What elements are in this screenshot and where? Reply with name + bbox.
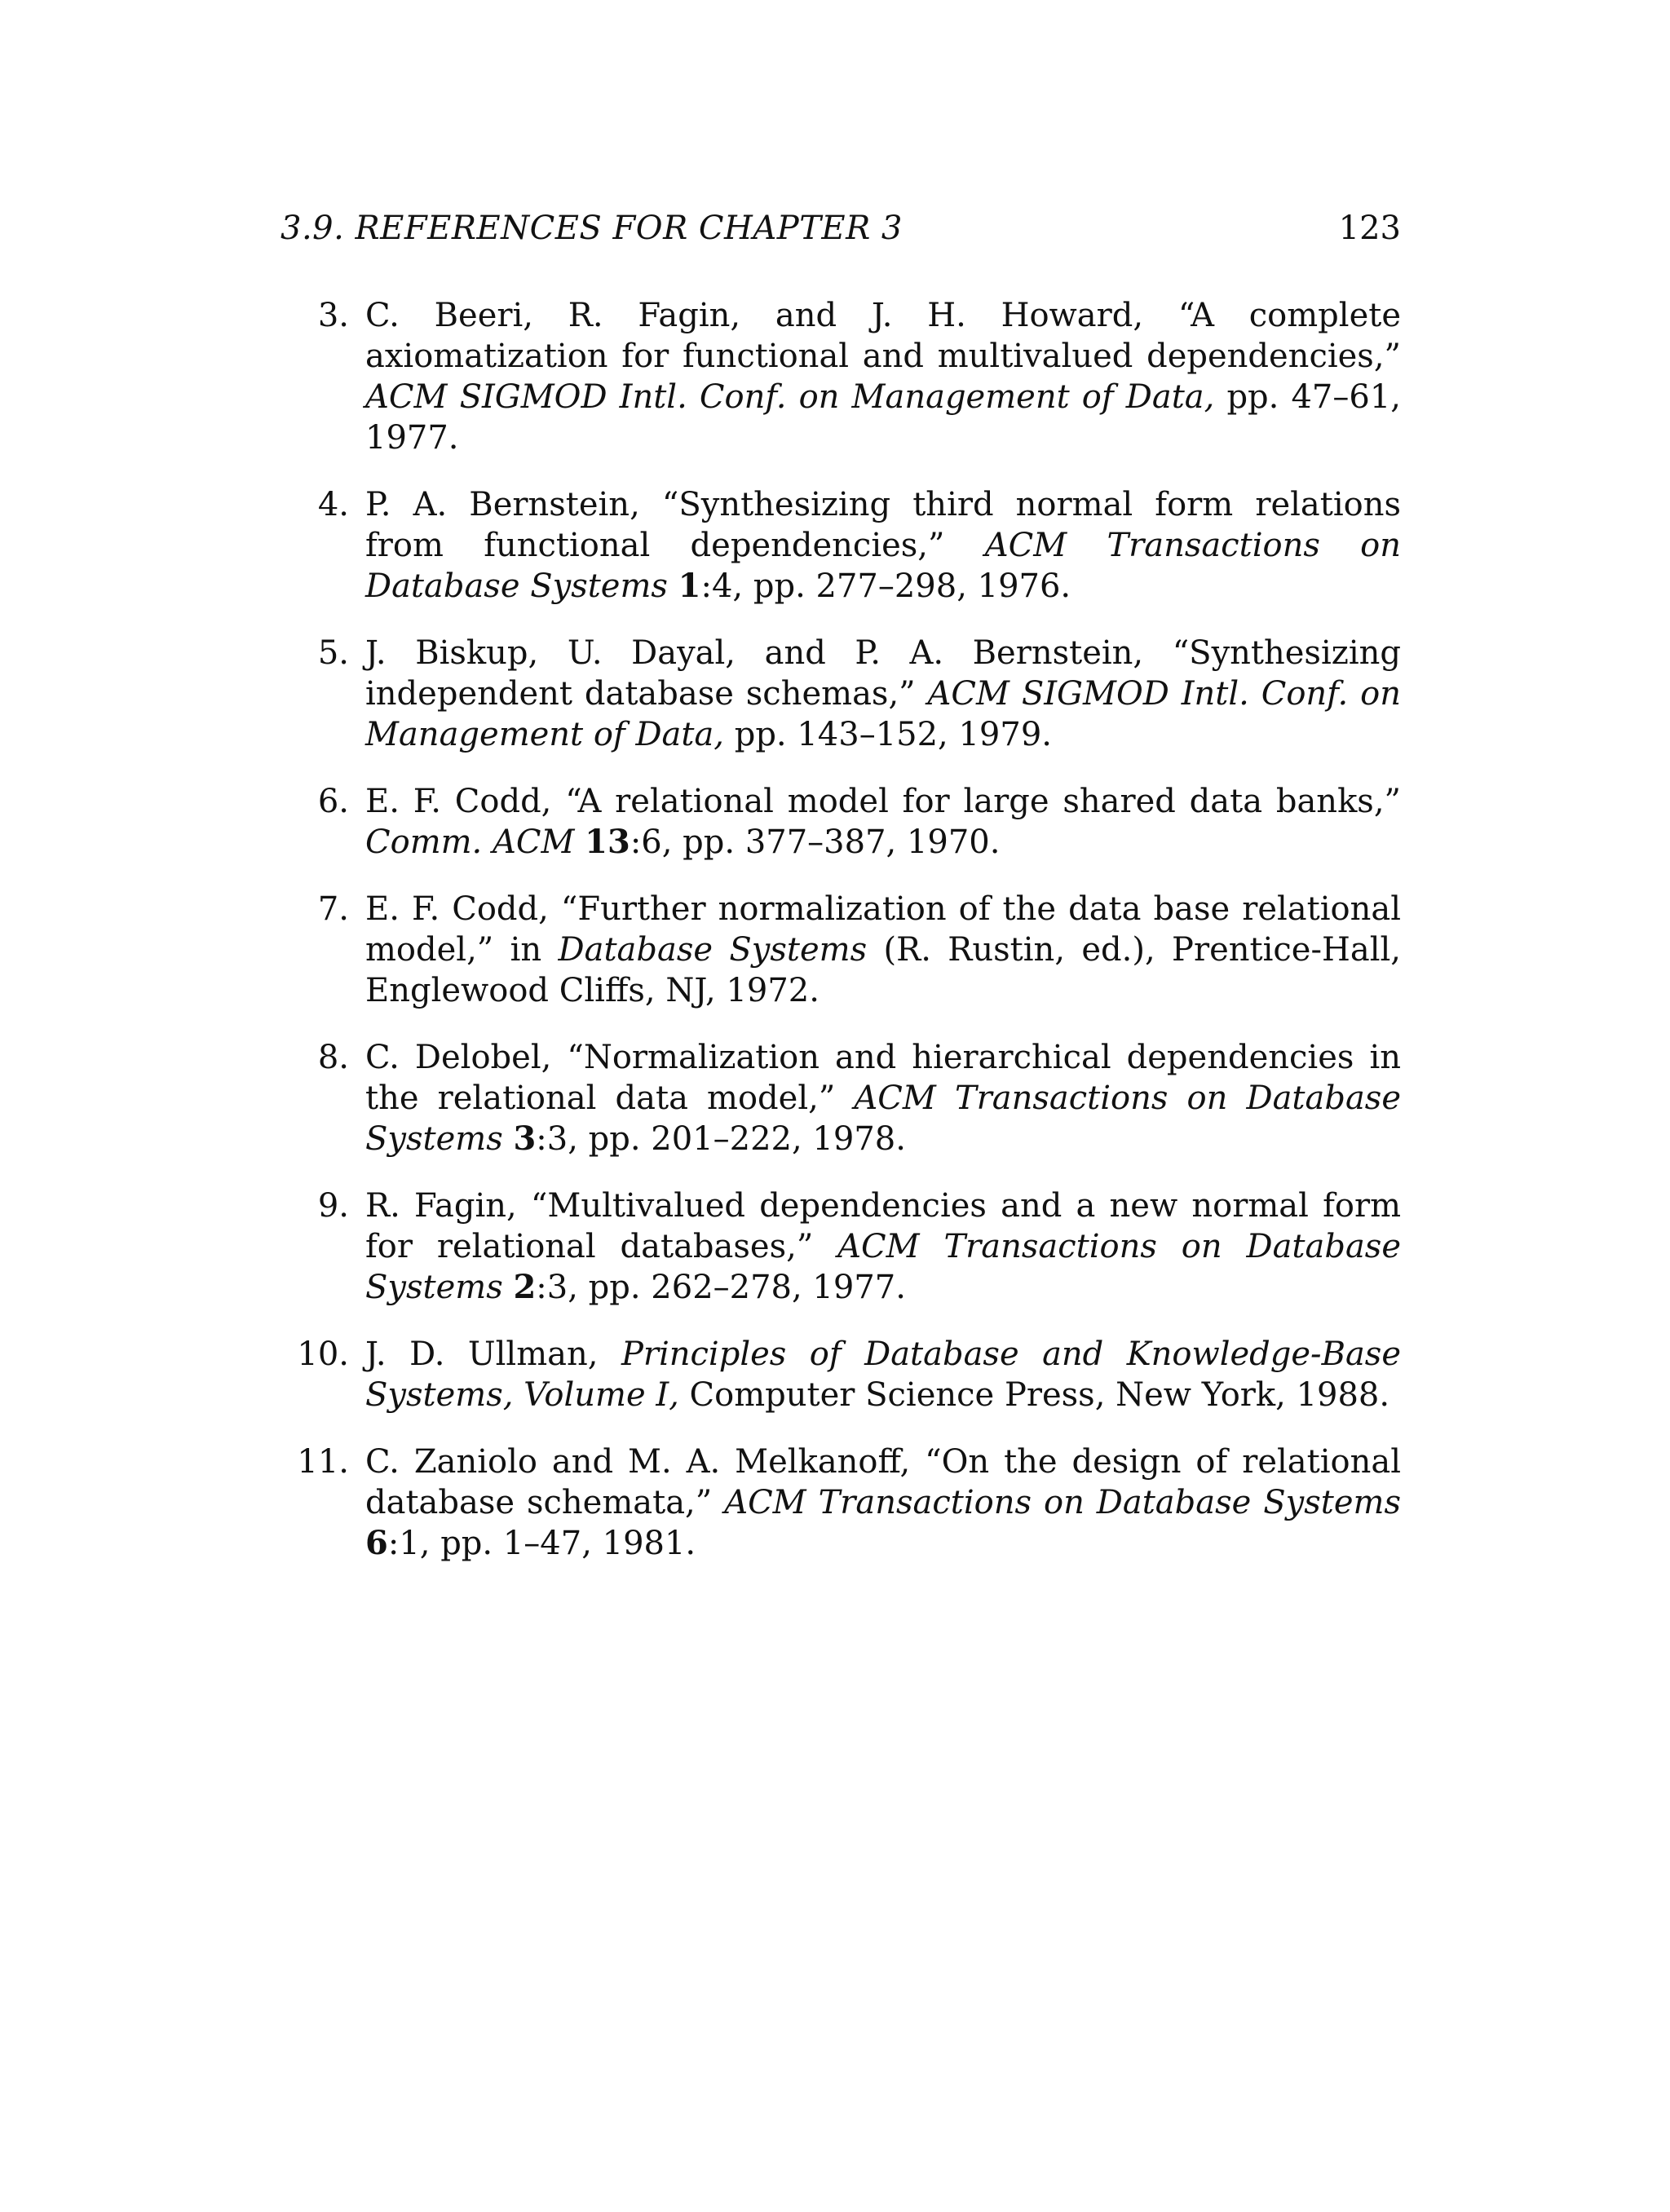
- reference-entry: [281, 781, 1401, 863]
- reference-source-title: Comm. ACM: [365, 823, 575, 861]
- reference-entry: [281, 889, 1401, 1011]
- reference-text-segment: E. F. Codd, “Further normalization of the data base relational model,” in: [365, 890, 1401, 969]
- reference-volume: 1: [678, 567, 701, 605]
- section-title: 3.9. REFERENCES FOR CHAPTER 3: [281, 210, 903, 247]
- reference-text-segment: P. A. Bernstein, “Synthesizing third normal form relations from functional dependencies,”: [365, 486, 1401, 564]
- reference-source-title: ACM Transactions on Database Systems: [724, 1484, 1401, 1521]
- reference-number: 5.: [317, 634, 349, 672]
- reference-text-segment: [668, 567, 678, 605]
- reference-number: 4.: [317, 486, 349, 523]
- reference-text: [365, 1185, 1401, 1308]
- reference-text-segment: :6, pp. 377–387, 1970.: [630, 823, 1001, 861]
- reference-text-segment: C. Delobel, “Normalization and hierarchical dependencies in the relational data model,”: [365, 1039, 1401, 1117]
- reference-text-segment: [574, 823, 585, 861]
- reference-text-segment: pp. 143–152, 1979.: [724, 716, 1052, 753]
- reference-text-segment: :3, pp. 262–278, 1977.: [536, 1269, 906, 1306]
- reference-source-title: ACM SIGMOD Intl. Conf. on Management of Data,: [365, 378, 1215, 416]
- reference-text-segment: R. Fagin, “Multivalued dependencies and a new normal form for relational databases,”: [365, 1187, 1401, 1265]
- reference-number: 3.: [317, 297, 349, 334]
- reference-text-segment: :4, pp. 277–298, 1976.: [700, 567, 1071, 605]
- reference-text-segment: J. Biskup, U. Dayal, and P. A. Bernstein, “Synthesizing independent database schemas,”: [365, 634, 1401, 713]
- reference-text-segment: [503, 1269, 514, 1306]
- reference-entry: [281, 1334, 1401, 1415]
- reference-text: [365, 633, 1401, 755]
- reference-text-segment: (R. Rustin, ed.), Prentice-Hall, Englewood Cliffs, NJ, 1972.: [365, 931, 1402, 1009]
- reference-text: [365, 1037, 1401, 1159]
- reference-text-segment: :1, pp. 1–47, 1981.: [387, 1525, 696, 1562]
- reference-source-title: ACM Transactions on Database Systems: [365, 527, 1402, 605]
- reference-text: [365, 1334, 1401, 1415]
- page-number: 123: [1338, 210, 1401, 247]
- reference-number: 6.: [317, 783, 349, 820]
- reference-source-title: ACM Transactions on Database Systems: [365, 1228, 1402, 1306]
- reference-entry: [281, 1442, 1401, 1564]
- reference-list: [281, 295, 1401, 1590]
- reference-text-segment: :3, pp. 201–222, 1978.: [536, 1120, 906, 1158]
- reference-volume: 3: [513, 1119, 537, 1158]
- reference-volume: 6: [365, 1524, 388, 1562]
- reference-text-segment: [503, 1120, 514, 1158]
- reference-source-title: ACM Transactions on Database Systems: [365, 1080, 1402, 1158]
- reference-text-segment: C. Zaniolo and M. A. Melkanoff, “On the design of relational database schemata,”: [365, 1443, 1401, 1521]
- reference-number: 11.: [297, 1443, 349, 1481]
- reference-text: [365, 889, 1401, 1011]
- reference-text: [365, 781, 1401, 863]
- reference-source-title: ACM SIGMOD Intl. Conf. on Management of Data,: [365, 675, 1401, 753]
- reference-text: [365, 1442, 1401, 1564]
- reference-text-segment: pp. 47–61, 1977.: [365, 378, 1401, 457]
- reference-number: 10.: [297, 1336, 349, 1373]
- reference-entry: [281, 1185, 1401, 1308]
- reference-number: 7.: [317, 890, 349, 928]
- reference-number: 8.: [317, 1039, 349, 1076]
- reference-number: 9.: [317, 1187, 349, 1225]
- reference-entry: [281, 1037, 1401, 1159]
- reference-text-segment: C. Beeri, R. Fagin, and J. H. Howard, “A complete axiomatization for functional and multivalued dependencies,”: [365, 297, 1401, 375]
- running-head: [281, 204, 1401, 253]
- reference-text: [365, 295, 1401, 458]
- reference-text: [365, 484, 1401, 607]
- reference-volume: 2: [513, 1268, 537, 1306]
- reference-source-title: Database Systems: [558, 931, 868, 969]
- reference-entry: [281, 633, 1401, 755]
- reference-entry: [281, 295, 1401, 458]
- reference-text-segment: E. F. Codd, “A relational model for large shared data banks,”: [365, 783, 1401, 820]
- reference-text-segment: J. D. Ullman,: [365, 1336, 621, 1373]
- reference-volume: 13: [585, 823, 630, 861]
- reference-entry: [281, 484, 1401, 607]
- reference-text-segment: Computer Science Press, New York, 1988.: [678, 1376, 1390, 1414]
- reference-source-title: Principles of Database and Knowledge-Base Systems, Volume I,: [365, 1336, 1402, 1414]
